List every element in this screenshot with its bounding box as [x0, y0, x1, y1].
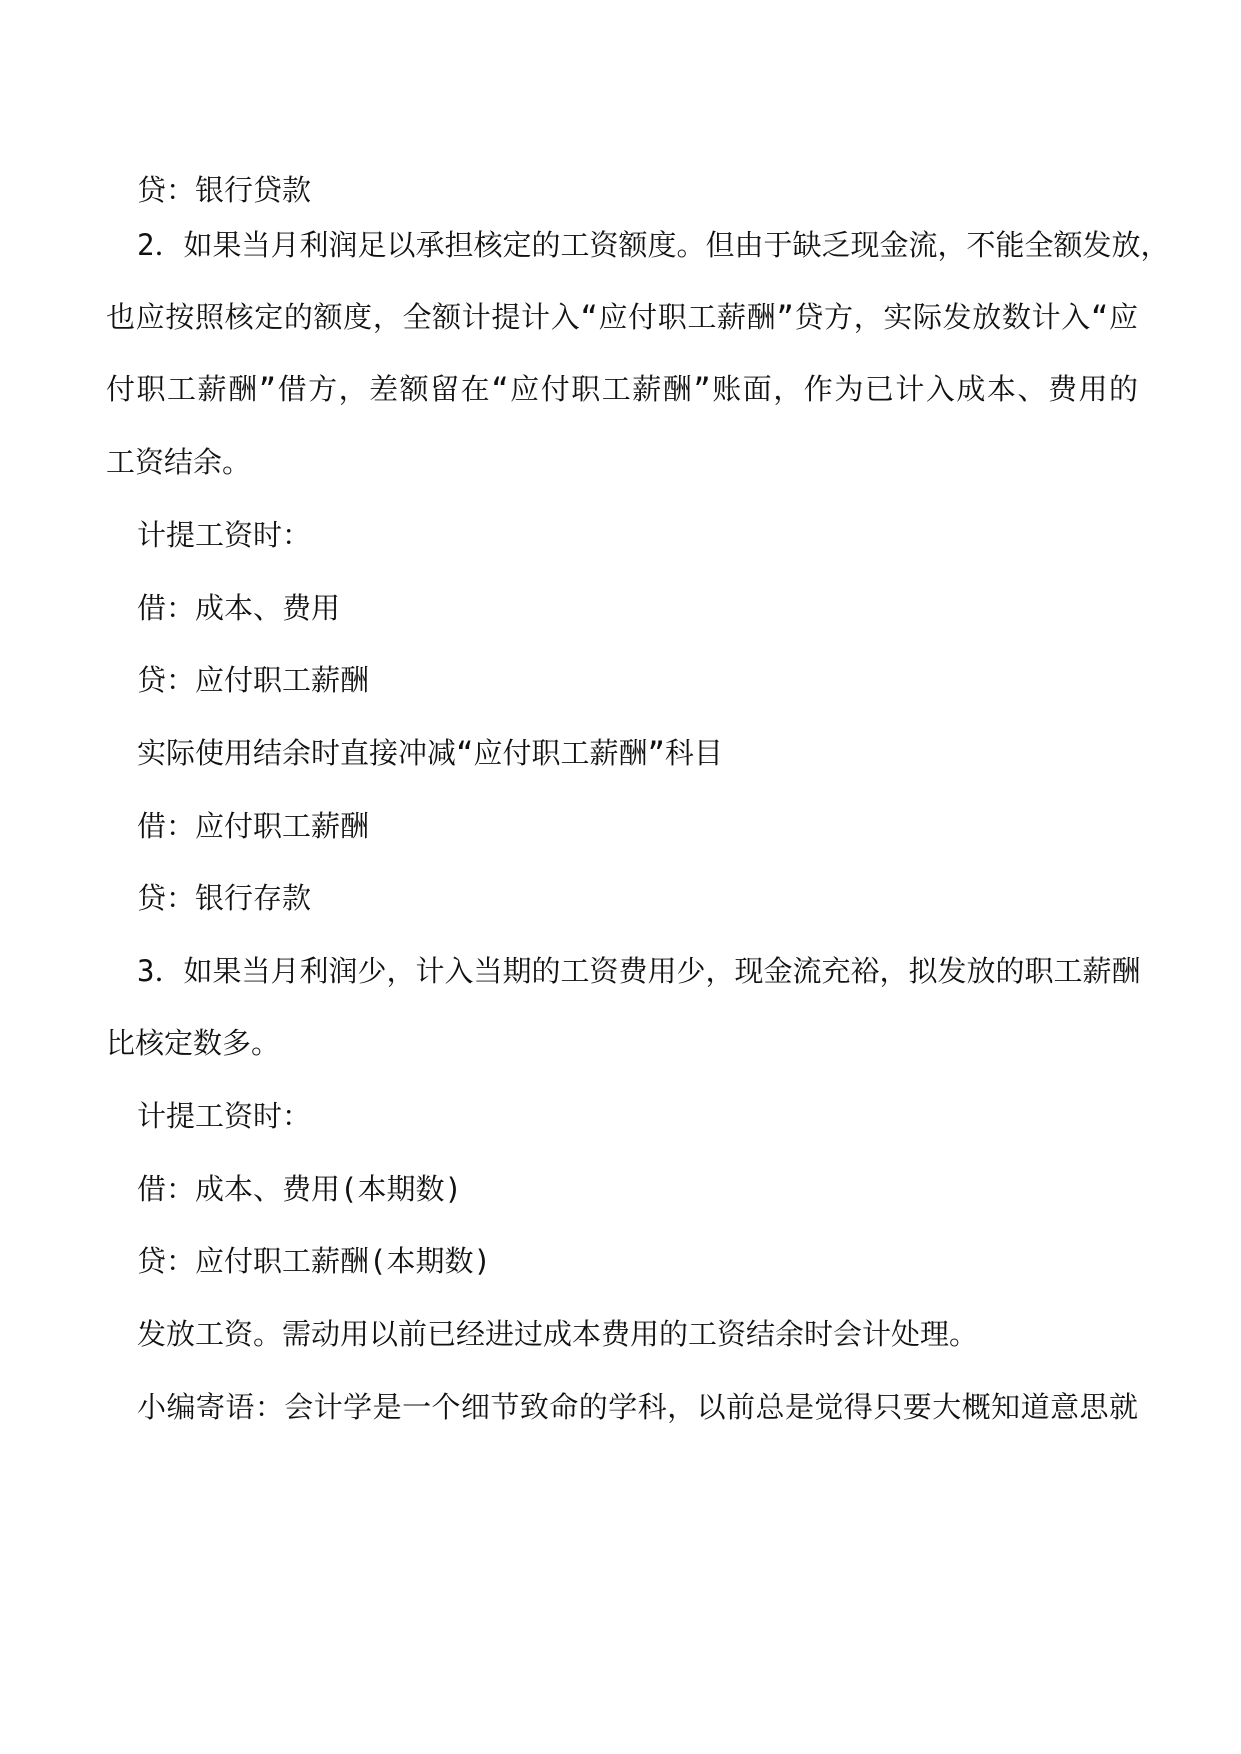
- text-line-item2-part3: 付职工薪酬”借方，差额留在“应付职工薪酬”账面，作为已计入成本、费用的: [106, 372, 1138, 406]
- text-line-item3-part1: 3．如果当月利润少，计入当期的工资费用少，现金流充裕，拟发放的职工薪酬: [137, 954, 1141, 988]
- text-line-credit-bank-deposit: 贷：银行存款: [137, 881, 312, 915]
- text-line-accrue-wages-2: 计提工资时：: [137, 1099, 312, 1133]
- text-line-use-surplus: 实际使用结余时直接冲减“应付职工薪酬”科目: [137, 736, 723, 770]
- text-line-credit-payroll-period: 贷：应付职工薪酬(本期数): [137, 1244, 491, 1278]
- text-line-debit-cost: 借：成本、费用: [137, 591, 341, 625]
- text-line-editor-note: 小编寄语：会计学是一个细节致命的学科，以前总是觉得只要大概知道意思就: [137, 1390, 1138, 1424]
- text-line-credit-payroll: 贷：应付职工薪酬: [137, 663, 370, 697]
- text-line-pay-wages: 发放工资。需动用以前已经进过成本费用的工资结余时会计处理。: [137, 1317, 979, 1351]
- text-line-item2-part4: 工资结余。: [106, 445, 252, 479]
- text-line-credit-bank-loan: 贷：银行贷款: [137, 173, 312, 207]
- text-line-item2-part2: 也应按照核定的额度，全额计提计入“应付职工薪酬”贷方，实际发放数计入“应: [106, 300, 1138, 334]
- text-line-item3-part2: 比核定数多。: [106, 1026, 281, 1060]
- text-line-debit-cost-period: 借：成本、费用(本期数): [137, 1172, 462, 1206]
- text-line-debit-payroll: 借：应付职工薪酬: [137, 809, 370, 843]
- text-line-item2-part1: 2．如果当月利润足以承担核定的工资额度。但由于缺乏现金流，不能全额发放，: [137, 228, 1170, 262]
- text-line-accrue-wages: 计提工资时：: [137, 518, 312, 552]
